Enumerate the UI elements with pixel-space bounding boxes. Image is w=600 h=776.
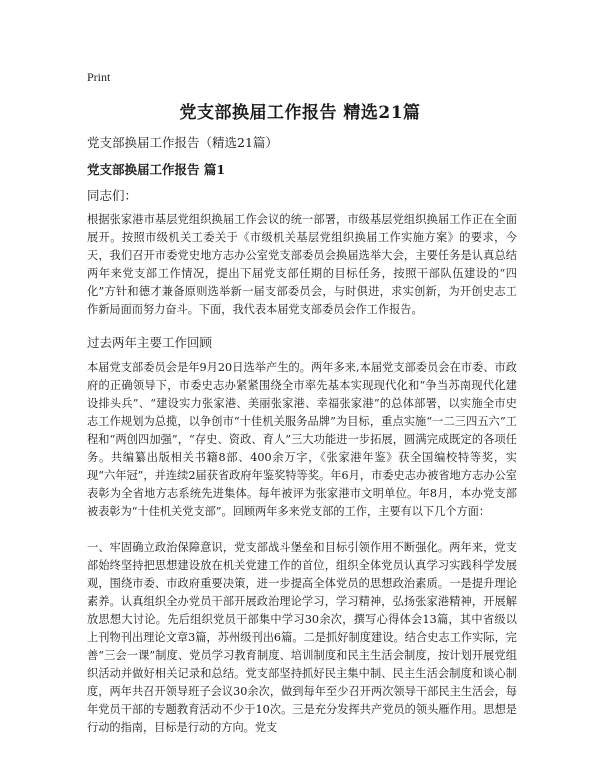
political-guarantee-paragraph: 一、牢固确立政治保障意识，党支部战斗堡垒和目标引领作用不断强化。两年来，党支部始终坚持把思想建设放在机关党建工作的首位，组织全体党员认真学习实践科学发展观，围绕市委、市政府重要决策，进一步提高全体党员的思想政治素质。一是提升理论素养。认真组织全办党员干部开展政治理论学习，学习精神，弘扬张家港精神，开展解放思想大讨论。先后组织党员干部集中学习30余次，撰写心得体会13篇，其中省级以上刊物刊出理论文章3篇，苏州级刊出6篇。二是抓好制度建设。结合史志工作实际，完善“三会一课”制度、党员学习教育制度、培训制度和民主生活会制度，按计划开展党组织活动并做好相关记录和总结。党支部坚持抓好民主集中制、民主生活会制度和谈心制度，两年共召开领导班子会议30余次，做到每年至少召开两次领导干部民主生活会，每年党员干部的专题教育活动不少于10次。三是充分发挥共产党员的领头雁作用。思想是行动的指南，目标是行动的方向。党支 [87,541,517,734]
greeting: 同志们： [87,188,138,203]
intro-paragraph: 根据张家港市基层党组织换届工作会议的统一部署，市级基层党组织换届工作正在全面展开。按照市级机关工委关于《市级机关基层党组织换届工作实施方案》的要求，今天，我们召开市委党史地方志办公室党支部委员会换届选举大会，主要任务是认真总结两年来党支部工作情况，提出下届党支部任期的目标任务，按照干部队伍建设的“四化”方针和德才兼备原则选举新一届支部委员会，与时俱进，求实创新，为开创史志工作新局面而努力奋斗。下面，我代表本届党支部委员会作工作报告。 [87,213,517,316]
page-title: 党支部换届工作报告 精选21篇 [179,103,421,123]
review-heading: 过去两年主要工作回顾 [87,335,213,350]
section-heading: 党支部换届工作报告 篇1 [87,162,226,177]
review-paragraph: 本届党支部委员会是年9月20日选举产生的。两年多来,本届党支部委员会在市委、市政府的正确领导下，市委史志办紧紧围绕全市率先基本实现现代化和“争当苏南现代化建设排头兵”、“建设实力张家港、美丽张家港、幸福张家港”的总体部署，以实施全市史志工作规划为总揽，以争创市“十佳机关服务品牌”为目标，重点实施“一二三四五六”工程和“两创四加强”，“存史、资政、育人”三大功能进一步拓展，圆满完成既定的各项任务。共编纂出版相关书籍8部、400余万字，《张家港年鉴》获全国编校特等奖，实现“六年冠”，并连续2届获省政府年鉴奖特等奖。年6月，市委史志办被省地方志办公室表彰为全省地方志系统先进集体。每年被评为张家港市文明单位。年8月，本办党支部被表彰为“十佳机关党支部”。回顾两年多来党支部的工作，主要有以下几个方面： [87,361,517,518]
print-link[interactable]: Print [87,70,111,84]
document-subtitle: 党支部换届工作报告（精选21篇） [87,135,278,150]
